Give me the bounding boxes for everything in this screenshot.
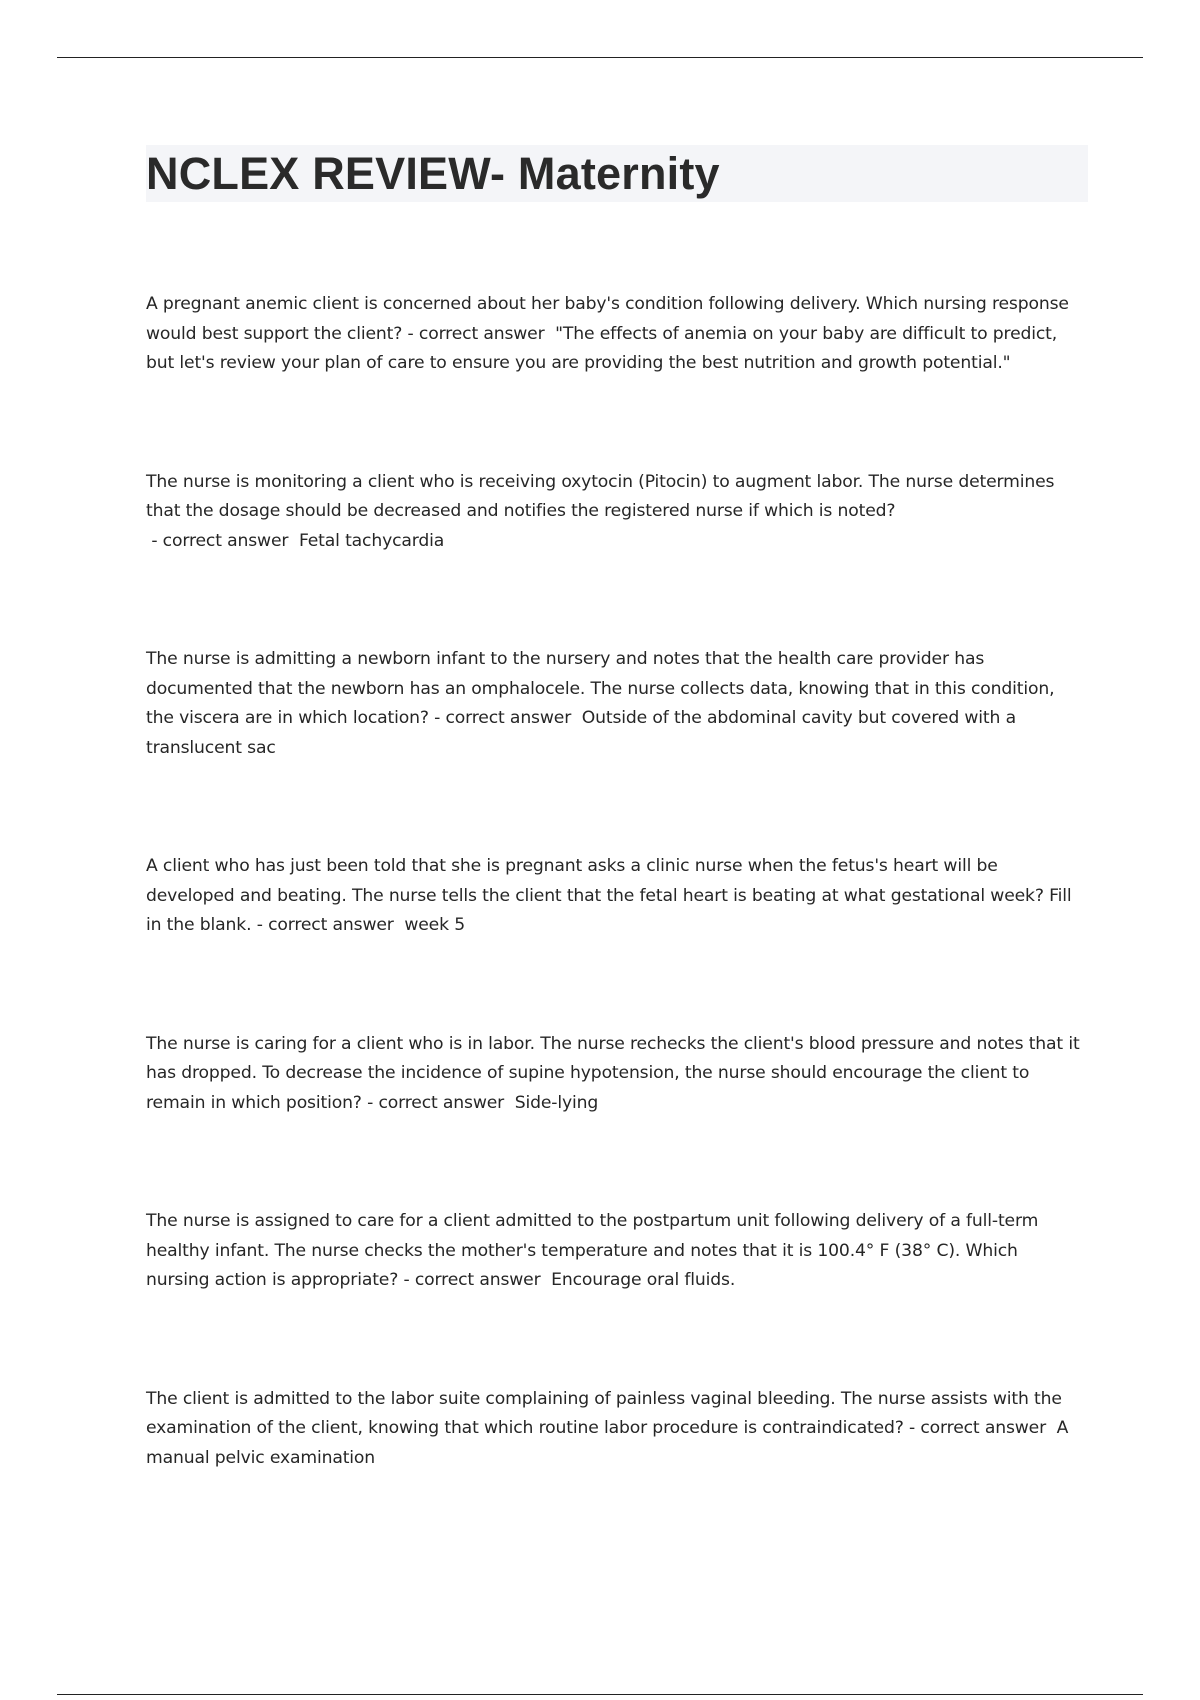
question-text: The nurse is caring for a client who is in labor. The nurse rechecks the client's blood pressure and notes that it has dropped. To decrease the incidence of supine hypotension, the nurse should encourage the client to remain in which position? xyxy=(146,1033,1080,1113)
qa-item xyxy=(146,1207,1081,1296)
bottom-divider xyxy=(57,1694,1143,1695)
answer-text: A manual pelvic examination xyxy=(146,1418,1069,1468)
question-text: A pregnant anemic client is concerned about her baby's condition following delivery. Which nursing response would best support the client? xyxy=(146,294,1069,344)
qa-item xyxy=(146,290,1081,379)
qa-item xyxy=(146,468,1081,557)
answer-text: Encourage oral fluids. xyxy=(551,1270,736,1290)
qa-item xyxy=(146,645,1081,763)
answer-text: Side-lying xyxy=(514,1092,599,1113)
qa-item xyxy=(146,1030,1081,1119)
top-divider xyxy=(57,57,1143,58)
answer-separator: - correct answer xyxy=(251,915,405,935)
answer-separator: - correct answer xyxy=(402,323,556,344)
question-text: The nurse is monitoring a client who is receiving oxytocin (Pitocin) to augment labor. The nurse determines that the dosage should be decreased and notifies the registered nurse if which is noted? xyxy=(146,471,1055,521)
answer-text: Fetal tachycardia xyxy=(298,530,445,551)
answer-text: "The effects of anemia on your baby are difficult to predict, but let's review your plan of care to ensure you are providing the best nutrition and growth potential." xyxy=(146,323,1058,373)
question-text: The nurse is admitting a newborn infant to the nursery and notes that the health care provider has documented that the newborn has an omphalocele. The nurse collects data, knowing that in this condition, the viscera are in which location? xyxy=(146,649,1055,728)
answer-separator: - correct answer xyxy=(903,1418,1057,1438)
answer-separator: - correct answer xyxy=(146,530,299,551)
page-title: NCLEX REVIEW- Maternity xyxy=(146,148,720,199)
qa-item xyxy=(146,852,1081,941)
question-text: A client who has just been told that she is pregnant asks a clinic nurse when the fetus's heart will be developed and beating. The nurse tells the client that the fetal heart is beating at what gestational week? Fill in the blank. xyxy=(146,856,1072,935)
answer-text: week 5 xyxy=(404,915,465,935)
question-text: The client is admitted to the labor suite complaining of painless vaginal bleeding. The nurse assists with the examination of the client, knowing that which routine labor procedure is contraindicated? xyxy=(146,1388,1062,1438)
answer-separator: - correct answer xyxy=(361,1092,515,1113)
answer-separator: - correct answer xyxy=(398,1270,552,1290)
answer-separator: - correct answer xyxy=(428,708,582,728)
answer-text: Outside of the abdominal cavity but covered with a translucent sac xyxy=(146,708,1016,758)
qa-list xyxy=(146,290,1081,1562)
qa-item xyxy=(146,1385,1081,1474)
question-text: The nurse is assigned to care for a client admitted to the postpartum unit following delivery of a full-term healthy infant. The nurse checks the mother's temperature and notes that it is 100.4° F (38° C). Which nursing action is appropriate? xyxy=(146,1211,1039,1290)
